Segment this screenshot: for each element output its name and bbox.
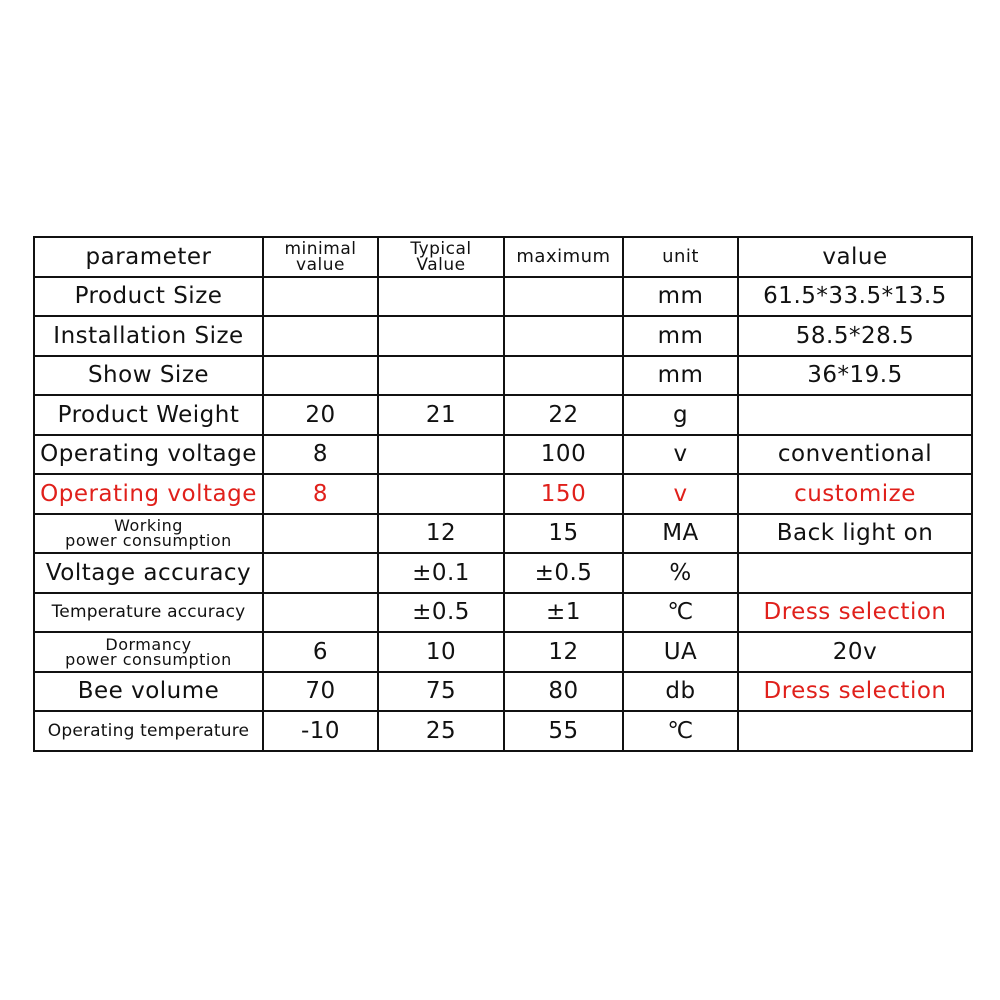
row-max: 100 xyxy=(504,435,623,475)
row-parameter-line-2: power consumption xyxy=(65,649,232,669)
row-max: 80 xyxy=(504,672,623,712)
header-typical-value xyxy=(378,237,504,277)
row-parameter: Operating voltage xyxy=(34,474,263,514)
row-value: 20v xyxy=(738,632,972,672)
row-typ xyxy=(378,316,504,356)
row-unit: v xyxy=(623,474,738,514)
header-typical-line-2: Value xyxy=(416,254,466,275)
row-max xyxy=(504,277,623,317)
table-row-highlighted xyxy=(34,474,972,514)
table-row xyxy=(34,277,972,317)
row-parameter: Voltage accuracy xyxy=(34,553,263,593)
row-typ: 75 xyxy=(378,672,504,712)
header-minimal-value xyxy=(263,237,378,277)
header-row xyxy=(34,237,972,277)
row-unit: db xyxy=(623,672,738,712)
row-value xyxy=(738,553,972,593)
row-typ: 12 xyxy=(378,514,504,554)
row-parameter xyxy=(34,632,263,672)
table-row xyxy=(34,672,972,712)
row-typ: 10 xyxy=(378,632,504,672)
row-parameter-line-2: power consumption xyxy=(65,531,232,551)
row-min: 8 xyxy=(263,474,378,514)
row-value: Dress selection xyxy=(738,593,972,633)
row-typ xyxy=(378,435,504,475)
header-maximum: maximum xyxy=(504,237,623,277)
row-value xyxy=(738,711,972,751)
row-value: 61.5*33.5*13.5 xyxy=(738,277,972,317)
row-unit: mm xyxy=(623,316,738,356)
header-minimal-line-2: value xyxy=(296,254,345,275)
row-min: 6 xyxy=(263,632,378,672)
table-row xyxy=(34,593,972,633)
row-value: 36*19.5 xyxy=(738,356,972,396)
row-max: 55 xyxy=(504,711,623,751)
row-min xyxy=(263,553,378,593)
row-value: conventional xyxy=(738,435,972,475)
table-row xyxy=(34,514,972,554)
row-value: Back light on xyxy=(738,514,972,554)
row-value xyxy=(738,395,972,435)
spec-table xyxy=(33,236,973,752)
row-parameter: Show Size xyxy=(34,356,263,396)
row-typ: 25 xyxy=(378,711,504,751)
row-parameter xyxy=(34,514,263,554)
row-typ: ±0.5 xyxy=(378,593,504,633)
row-min xyxy=(263,316,378,356)
header-parameter: parameter xyxy=(34,237,263,277)
row-min xyxy=(263,514,378,554)
row-parameter-line-1: Dormancy xyxy=(105,634,192,654)
row-unit: ℃ xyxy=(623,593,738,633)
row-unit: ℃ xyxy=(623,711,738,751)
table-row xyxy=(34,316,972,356)
table-row xyxy=(34,553,972,593)
row-value: customize xyxy=(738,474,972,514)
header-unit: unit xyxy=(623,237,738,277)
row-unit: v xyxy=(623,435,738,475)
row-typ xyxy=(378,474,504,514)
row-min xyxy=(263,356,378,396)
row-value: Dress selection xyxy=(738,672,972,712)
row-typ: 21 xyxy=(378,395,504,435)
table-row xyxy=(34,632,972,672)
row-max: 15 xyxy=(504,514,623,554)
row-max xyxy=(504,356,623,396)
row-parameter: Temperature accuracy xyxy=(34,593,263,633)
row-parameter: Product Weight xyxy=(34,395,263,435)
header-value: value xyxy=(738,237,972,277)
row-min: 70 xyxy=(263,672,378,712)
row-max: 150 xyxy=(504,474,623,514)
row-parameter: Product Size xyxy=(34,277,263,317)
row-typ xyxy=(378,277,504,317)
row-min xyxy=(263,593,378,633)
row-unit: g xyxy=(623,395,738,435)
row-unit: UA xyxy=(623,632,738,672)
table-row xyxy=(34,435,972,475)
row-value: 58.5*28.5 xyxy=(738,316,972,356)
row-max: ±1 xyxy=(504,593,623,633)
row-unit: mm xyxy=(623,356,738,396)
table-row xyxy=(34,356,972,396)
row-min: 20 xyxy=(263,395,378,435)
row-min: -10 xyxy=(263,711,378,751)
header-typical-line-1: Typical xyxy=(410,238,472,259)
row-min: 8 xyxy=(263,435,378,475)
row-max: 22 xyxy=(504,395,623,435)
row-parameter: Operating temperature xyxy=(34,711,263,751)
row-max: 12 xyxy=(504,632,623,672)
row-parameter: Operating voltage xyxy=(34,435,263,475)
row-max xyxy=(504,316,623,356)
row-typ xyxy=(378,356,504,396)
row-min xyxy=(263,277,378,317)
row-parameter-line-1: Working xyxy=(114,516,183,536)
row-typ: ±0.1 xyxy=(378,553,504,593)
row-unit: MA xyxy=(623,514,738,554)
row-unit: mm xyxy=(623,277,738,317)
table-row xyxy=(34,711,972,751)
table-row xyxy=(34,395,972,435)
row-parameter: Installation Size xyxy=(34,316,263,356)
row-parameter: Bee volume xyxy=(34,672,263,712)
row-unit: % xyxy=(623,553,738,593)
row-max: ±0.5 xyxy=(504,553,623,593)
header-minimal-line-1: minimal xyxy=(284,238,357,259)
